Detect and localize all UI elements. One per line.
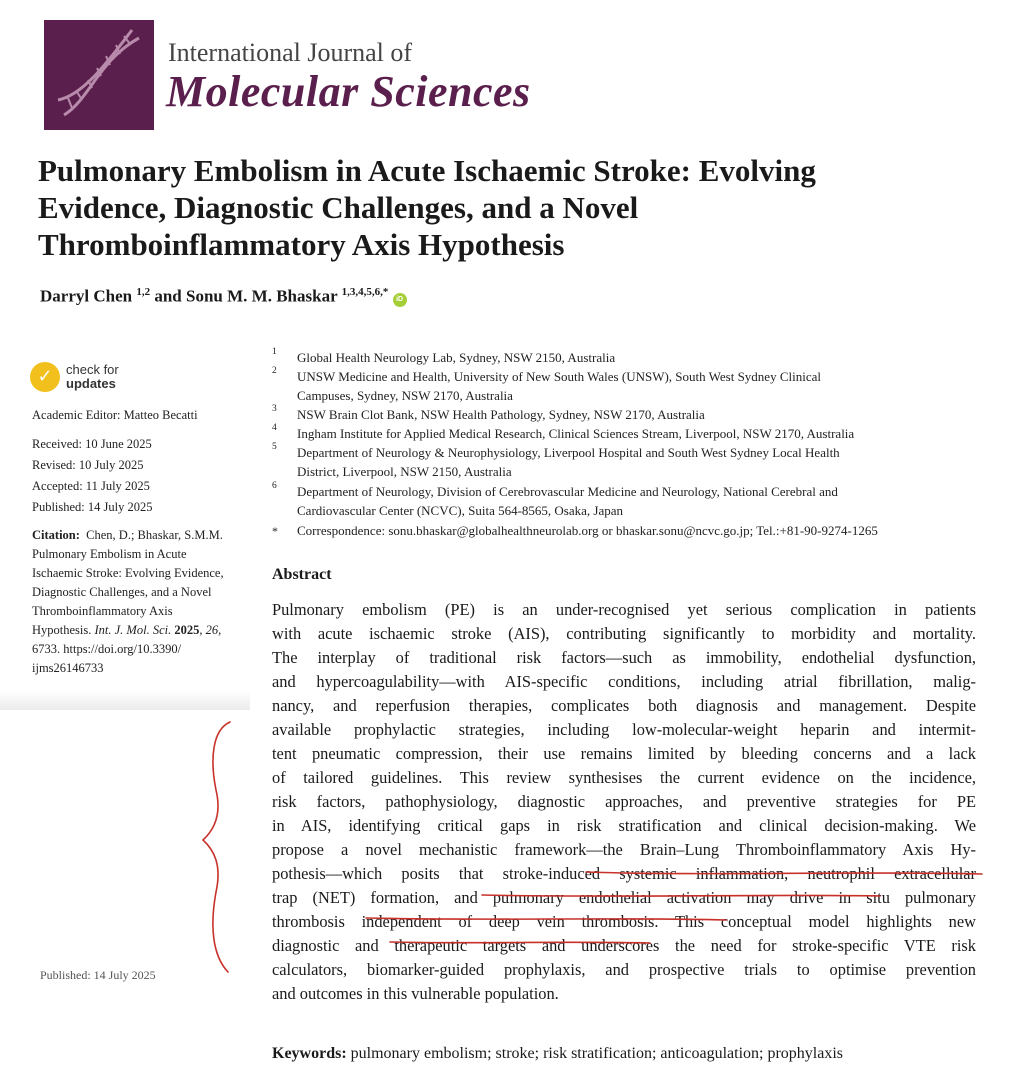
abstract-line: and hypercoagulability—with AIS-specific conditions, including atrial fibrillation, malig- bbox=[272, 672, 976, 691]
citation-text: Hypothesis. bbox=[32, 623, 92, 637]
keywords-text: pulmonary embolism; stroke; risk stratification; anticoagulation; prophylaxis bbox=[346, 1045, 844, 1062]
ghost-published-text: Published: 14 July 2025 bbox=[40, 968, 156, 982]
title-line: Thromboinflammatory Axis Hypothesis bbox=[38, 227, 565, 262]
abstract-line: with acute ischaemic stroke (AIS), contributing significantly to morbidity and mortality. bbox=[272, 624, 976, 643]
citation-text: Thromboinflammatory Axis bbox=[32, 604, 173, 618]
affiliation-number: 6 bbox=[272, 481, 277, 491]
citation-text: Chen, D.; Bhaskar, S.M.M. bbox=[86, 528, 223, 542]
keywords bbox=[272, 1045, 843, 1063]
academic-editor: Academic Editor: Matteo Becatti bbox=[32, 408, 198, 422]
curly-brace-annotation bbox=[203, 722, 230, 972]
journal-logo bbox=[44, 20, 154, 130]
abstract-line: nancy, and reperfusion therapies, complicates both diagnosis and management. Despite bbox=[272, 696, 976, 715]
abstract-line: and outcomes in this vulnerable population. bbox=[272, 984, 559, 1003]
abstract-line: propose a novel mechanistic framework—the Brain–Lung Thromboinflammatory Axis Hy- bbox=[272, 840, 976, 859]
abstract-line: diagnostic and therapeutic targets and underscores the need for stroke-specific VTE risk bbox=[272, 936, 976, 955]
date-received: Received: 10 June 2025 bbox=[32, 437, 152, 451]
journal-name-line2: Molecular Sciences bbox=[166, 67, 531, 116]
keywords-label: Keywords: bbox=[272, 1045, 347, 1062]
author-list bbox=[40, 286, 407, 307]
affiliation-text: Campuses, Sydney, NSW 2170, Australia bbox=[297, 388, 513, 403]
abstract-line: trap (NET) formation, and pulmonary endothelial activation may drive in situ pulmonary bbox=[272, 888, 976, 907]
affiliation-number: 5 bbox=[272, 442, 277, 452]
affiliation-text: District, Liverpool, NSW 2150, Australia bbox=[297, 464, 512, 479]
citation-year: 2025 bbox=[174, 623, 200, 637]
affiliation-text: Department of Neurology, Division of Cerebrovascular Medicine and Neurology, National Cerebral and bbox=[297, 484, 838, 499]
date-accepted: Accepted: 11 July 2025 bbox=[32, 479, 150, 493]
abstract-line: in AIS, identifying critical gaps in risk stratification and clinical decision-making. We bbox=[272, 816, 976, 835]
check-for-updates-button[interactable] bbox=[30, 362, 119, 392]
abstract-line: pothesis—which posits that stroke-induced systemic inflammation, neutrophil extracellular bbox=[272, 864, 976, 883]
abstract-line: thrombosis independent of deep vein thrombosis. This conceptual model highlights new bbox=[272, 912, 976, 931]
citation-label: Citation: bbox=[32, 528, 80, 542]
date-published: Published: 14 July 2025 bbox=[32, 500, 153, 514]
abstract-line: calculators, biomarker-guided prophylaxis, and prospective trials to optimise prevention bbox=[272, 960, 976, 979]
abstract-line: of tailored guidelines. This review synthesises the current evidence on the incidence, bbox=[272, 768, 976, 787]
affiliation-number: 3 bbox=[272, 404, 277, 414]
sidebar-fade bbox=[0, 690, 250, 710]
correspondence-marker: * bbox=[272, 524, 278, 538]
check-for-label: check for bbox=[66, 362, 119, 377]
author-affiliation-sup: 1,2 bbox=[136, 286, 151, 298]
citation-text: Ischaemic Stroke: Evolving Evidence, bbox=[32, 566, 224, 580]
abstract-heading: Abstract bbox=[272, 566, 332, 583]
affiliation-text: UNSW Medicine and Health, University of New South Wales (UNSW), South West Sydney Clinical bbox=[297, 369, 821, 384]
citation-volume: , 26, bbox=[199, 623, 222, 637]
affiliation-text: Global Health Neurology Lab, Sydney, NSW 2150, Australia bbox=[297, 350, 616, 365]
author-affiliation-sup: 1,3,4,5,6,* bbox=[341, 286, 389, 298]
citation-doi-link[interactable]: 6733. https://doi.org/10.3390/ bbox=[32, 642, 182, 656]
author-name[interactable]: Sonu M. M. Bhaskar bbox=[186, 286, 338, 306]
updates-label: updates bbox=[66, 376, 116, 391]
orcid-icon[interactable]: iD bbox=[393, 293, 407, 307]
title-line: Evidence, Diagnostic Challenges, and a Novel bbox=[38, 190, 639, 225]
affiliation-number: 2 bbox=[272, 366, 277, 376]
affiliation-text: NSW Brain Clot Bank, NSW Health Pathology, Sydney, NSW 2170, Australia bbox=[297, 407, 705, 422]
abstract-line: Pulmonary embolism (PE) is an under-recognised yet serious complication in patients bbox=[272, 600, 976, 619]
citation-doi-link-end[interactable]: ijms26146733 bbox=[32, 661, 104, 675]
correspondence-text[interactable]: Correspondence: sonu.bhaskar@globalhealthneurolab.org or bhaskar.sonu@ncvc.go.jp; Tel.:+81-90-9274-1265 bbox=[297, 523, 878, 538]
affiliation-text: Cardiovascular Center (NCVC), Suita 564-8565, Osaka, Japan bbox=[297, 503, 624, 518]
affiliation-text: Ingham Institute for Applied Medical Research, Clinical Sciences Stream, Liverpool, NSW 2170, Australia bbox=[297, 426, 855, 441]
abstract-line: risk factors, pathophysiology, diagnostic approaches, and preventive strategies for PE bbox=[272, 792, 976, 811]
author-name[interactable]: Darryl Chen bbox=[40, 286, 133, 306]
affiliation-number: 1 bbox=[272, 347, 277, 357]
title-line: Pulmonary Embolism in Acute Ischaemic Stroke: Evolving bbox=[38, 153, 816, 188]
affiliation-number: 4 bbox=[272, 423, 277, 433]
abstract-line: tent pneumatic compression, their use remains limited by bleeding concerns and a lack bbox=[272, 744, 976, 763]
dna-helix-icon bbox=[44, 20, 154, 130]
citation-block bbox=[32, 526, 242, 678]
checkmark-icon: ✓ bbox=[30, 362, 60, 392]
date-revised: Revised: 10 July 2025 bbox=[32, 458, 144, 472]
author-joiner: and bbox=[154, 286, 182, 306]
journal-name-line1: International Journal of bbox=[168, 38, 413, 67]
citation-text: Pulmonary Embolism in Acute bbox=[32, 547, 187, 561]
affiliation-text: Department of Neurology & Neurophysiology, Liverpool Hospital and South West Sydney Local Health bbox=[297, 445, 840, 460]
abstract-line: The interplay of traditional risk factors—such as immobility, endothelial dysfunction, bbox=[272, 648, 976, 667]
citation-text: Diagnostic Challenges, and a Novel bbox=[32, 585, 212, 599]
citation-journal: Int. J. Mol. Sci. bbox=[94, 623, 172, 637]
abstract-line: available prophylactic strategies, including low-molecular-weight heparin and intermit- bbox=[272, 720, 976, 739]
article-title bbox=[38, 152, 938, 263]
